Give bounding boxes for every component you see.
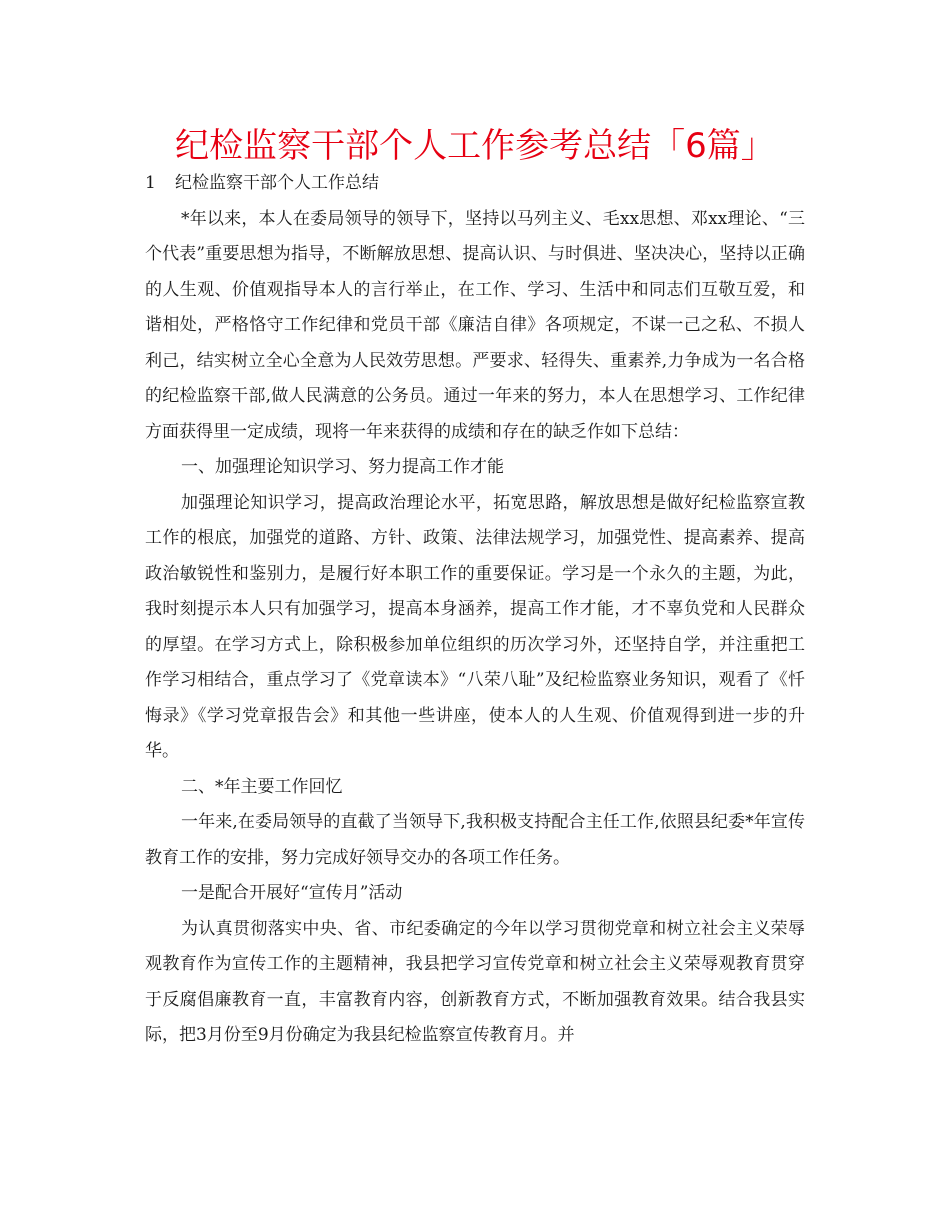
paragraph: 一年来,在委局领导的直截了当领导下,我积极支持配合主任工作,依照县纪委*年宣传教育工作的安排，努力完成好领导交办的各项工作任务。	[145, 812, 805, 868]
subheading: 二、*年主要工作回忆	[181, 776, 343, 797]
document-title: 纪检监察干部个人工作参考总结「6篇」	[175, 126, 775, 166]
subheading: 一、加强理论知识学习、努力提高工作才能	[181, 457, 504, 477]
section-heading	[145, 166, 805, 202]
subheading: 一是配合开展好“宣传月”活动	[181, 883, 403, 903]
paragraph: 为认真贯彻落实中央、省、市纪委确定的今年以学习贯彻党章和树立社会主义荣辱观教育作为宣传工作的主题精神，我县把学习宣传党章和树立社会主义荣辱观教育贯穿于反腐倡廉教育一直，丰富教育内容，创新教育方式，不断加强教育效果。结合我县实际，把3月份至9月份确定为我县纪检监察宣传教育月。并	[145, 918, 805, 1045]
paragraph: *年以来，本人在委局领导的领导下，坚持以马列主义、毛xx思想、邓xx理论、“三个代表”重要思想为指导，不断解放思想、提高认识、与时俱进、坚决决心，坚持以正确的人生观、价值观指导本人的言行举止，在工作、学习、生活中和同志们互敬互爱，和谐相处，严格恪守工作纪律和党员干部《廉洁自律》各项规定，不谋一己之私、不损人利己，结实树立全心全意为人民效劳思想。严要求、轻得失、重素养,力争成为一名合格的纪检监察干部,做人民满意的公务员。通过一年来的努力，本人在思想学习、工作纪律方面获得里一定成绩，现将一年来获得的成绩和存在的缺乏作如下总结：	[145, 208, 805, 442]
section-title: 纪检监察干部个人工作总结	[175, 173, 379, 193]
document-body	[145, 166, 805, 1054]
section-number: 1	[145, 173, 156, 193]
paragraph: 加强理论知识学习，提高政治理论水平，拓宽思路，解放思想是做好纪检监察宣教工作的根底，加强党的道路、方针、政策、法律法规学习，加强党性、提高素养、提高政治敏锐性和鉴别力，是履行好本职工作的重要保证。学习是一个永久的主题，为此，我时刻提示本人只有加强学习，提高本身涵养，提高工作才能，才不辜负党和人民群众的厚望。在学习方式上，除积极参加单位组织的历次学习外，还坚持自学，并注重把工作学习相结合，重点学习了《党章读本》“八荣八耻”及纪检监察业务知识，观看了《忏悔录》《学习党章报告会》和其他一些讲座，使本人的人生观、价值观得到进一步的升华。	[145, 492, 805, 761]
